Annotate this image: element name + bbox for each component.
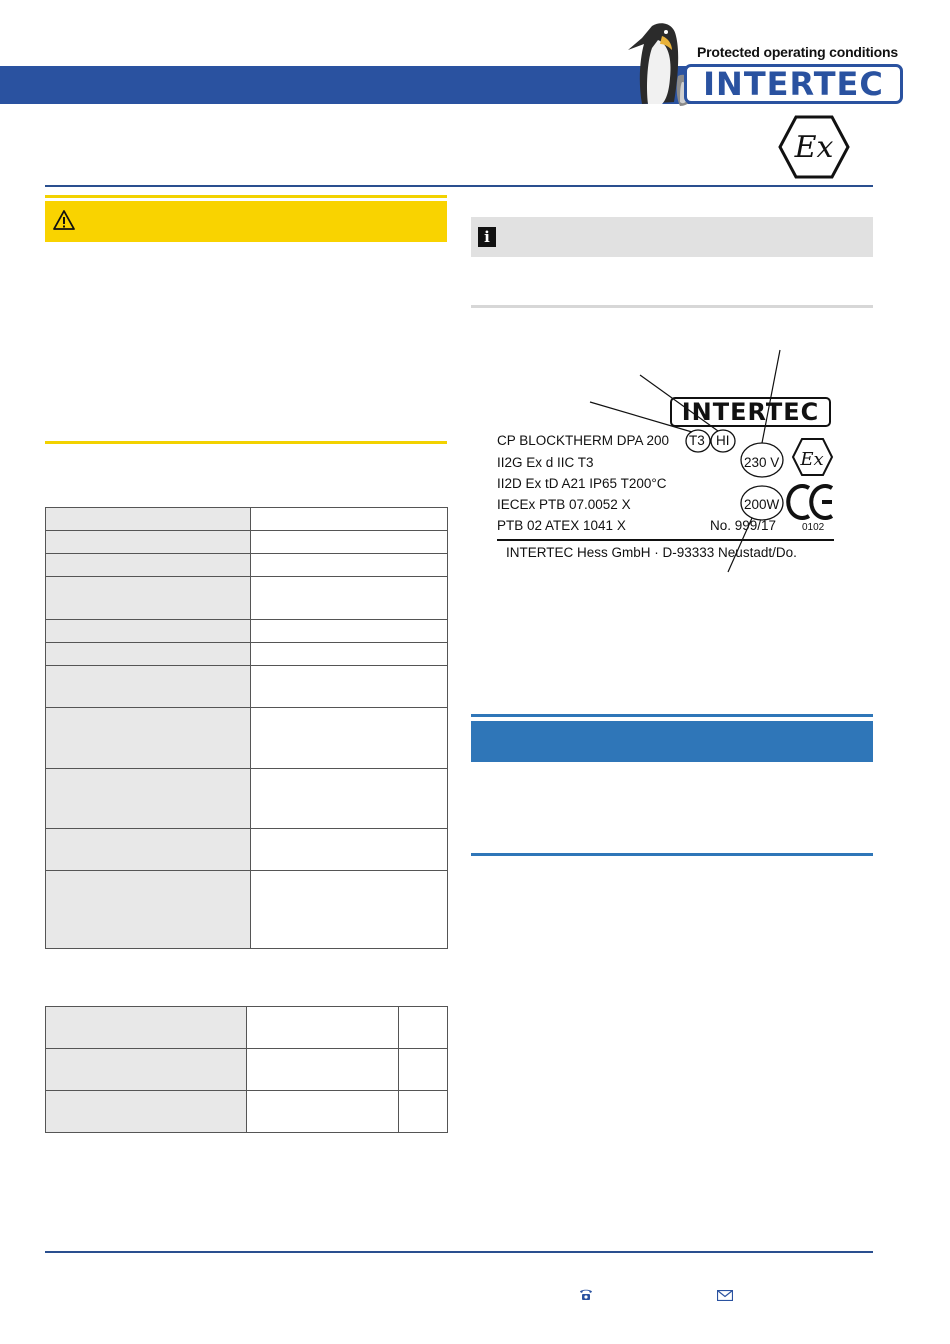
nameplate-callouts bbox=[470, 340, 875, 580]
table-key-cell bbox=[46, 871, 251, 949]
info-banner bbox=[471, 217, 873, 257]
table-row bbox=[46, 643, 448, 666]
table-unit-cell bbox=[399, 1049, 448, 1091]
section-top-rule bbox=[471, 714, 873, 717]
ex-hexagon-icon bbox=[778, 115, 850, 179]
table-unit-cell bbox=[399, 1007, 448, 1049]
table-value-cell bbox=[251, 554, 448, 577]
nameplate-line-5: PTB 02 ATEX 1041 X bbox=[497, 518, 626, 533]
table-row bbox=[46, 577, 448, 620]
table-row bbox=[46, 769, 448, 829]
table-value-cell bbox=[251, 769, 448, 829]
callout-circle-power bbox=[741, 486, 783, 520]
nameplate-temp-class: T3 bbox=[689, 433, 705, 448]
spec-table bbox=[45, 507, 448, 949]
table-value-cell bbox=[251, 620, 448, 643]
footer-divider bbox=[45, 1251, 873, 1253]
table-value-cell bbox=[247, 1007, 399, 1049]
table-unit-cell bbox=[399, 1091, 448, 1133]
phone-icon bbox=[578, 1287, 594, 1301]
table-row bbox=[46, 708, 448, 769]
table-row bbox=[46, 829, 448, 871]
nameplate-power: 200W bbox=[744, 497, 780, 512]
rating-table bbox=[45, 1006, 448, 1133]
callout-circle-hi bbox=[711, 430, 735, 452]
table-key-cell bbox=[46, 577, 251, 620]
info-icon: i bbox=[478, 227, 496, 247]
nameplate-line-2: II2G Ex d IIC T3 bbox=[497, 455, 594, 470]
table-row bbox=[46, 666, 448, 708]
table-value-cell bbox=[247, 1049, 399, 1091]
table-key-cell bbox=[46, 554, 251, 577]
warning-bottom-rule bbox=[45, 441, 447, 444]
table-key-cell bbox=[46, 769, 251, 829]
table-value-cell bbox=[251, 508, 448, 531]
table-row bbox=[46, 871, 448, 949]
info-bottom-rule bbox=[471, 305, 873, 308]
ce-mark-icon bbox=[788, 486, 809, 518]
table-value-cell bbox=[247, 1091, 399, 1133]
table-key-cell bbox=[46, 508, 251, 531]
table-key-cell bbox=[46, 643, 251, 666]
table-value-cell bbox=[251, 829, 448, 871]
header-tagline: Protected operating conditions bbox=[697, 44, 898, 60]
header-band bbox=[0, 66, 720, 104]
table-value-cell bbox=[251, 871, 448, 949]
warning-top-rule bbox=[45, 195, 447, 198]
callout-circle-t3 bbox=[686, 430, 710, 452]
callout-circle-voltage bbox=[741, 443, 783, 477]
nameplate-logo-text: INTERTEC bbox=[681, 398, 820, 426]
warning-banner bbox=[45, 201, 447, 242]
mail-icon bbox=[717, 1290, 733, 1301]
table-row bbox=[46, 620, 448, 643]
table-key-cell bbox=[46, 829, 251, 871]
table-key-cell bbox=[46, 531, 251, 554]
table-row bbox=[46, 1049, 448, 1091]
table-key-cell bbox=[46, 1049, 247, 1091]
nameplate-line-4: IECEx PTB 07.0052 X bbox=[497, 497, 631, 512]
nameplate-serial: No. 999/17 bbox=[710, 518, 777, 533]
table-row bbox=[46, 554, 448, 577]
nameplate-voltage: 230 V bbox=[744, 455, 780, 470]
section-header-bar bbox=[471, 721, 873, 762]
header-divider bbox=[45, 185, 873, 187]
table-value-cell bbox=[251, 708, 448, 769]
table-value-cell bbox=[251, 531, 448, 554]
nameplate-variant: HI bbox=[716, 433, 730, 448]
nameplate-notified-body: 0102 bbox=[802, 522, 825, 533]
warning-triangle-icon bbox=[52, 209, 76, 231]
table-value-cell bbox=[251, 643, 448, 666]
ex-symbol-text: Ex bbox=[794, 130, 834, 165]
table-row bbox=[46, 1007, 448, 1049]
table-value-cell bbox=[251, 577, 448, 620]
table-key-cell bbox=[46, 708, 251, 769]
table-key-cell bbox=[46, 1091, 247, 1133]
nameplate-product: CP BLOCKTHERM DPA 200 bbox=[497, 433, 670, 448]
section-bottom-rule bbox=[471, 853, 873, 856]
intertec-logo bbox=[684, 64, 903, 104]
nameplate-manufacturer: INTERTEC Hess GmbH · D-93333 Neustadt/Do. bbox=[506, 545, 797, 560]
table-value-cell bbox=[251, 666, 448, 708]
table-row bbox=[46, 508, 448, 531]
table-key-cell bbox=[46, 620, 251, 643]
table-key-cell bbox=[46, 1007, 247, 1049]
svg-text:Ex: Ex bbox=[800, 449, 824, 470]
table-row bbox=[46, 531, 448, 554]
logo-text: INTERTEC bbox=[703, 65, 884, 103]
nameplate-line-3: II2D Ex tD A21 IP65 T200°C bbox=[497, 476, 667, 491]
table-row bbox=[46, 1091, 448, 1133]
table-key-cell bbox=[46, 666, 251, 708]
